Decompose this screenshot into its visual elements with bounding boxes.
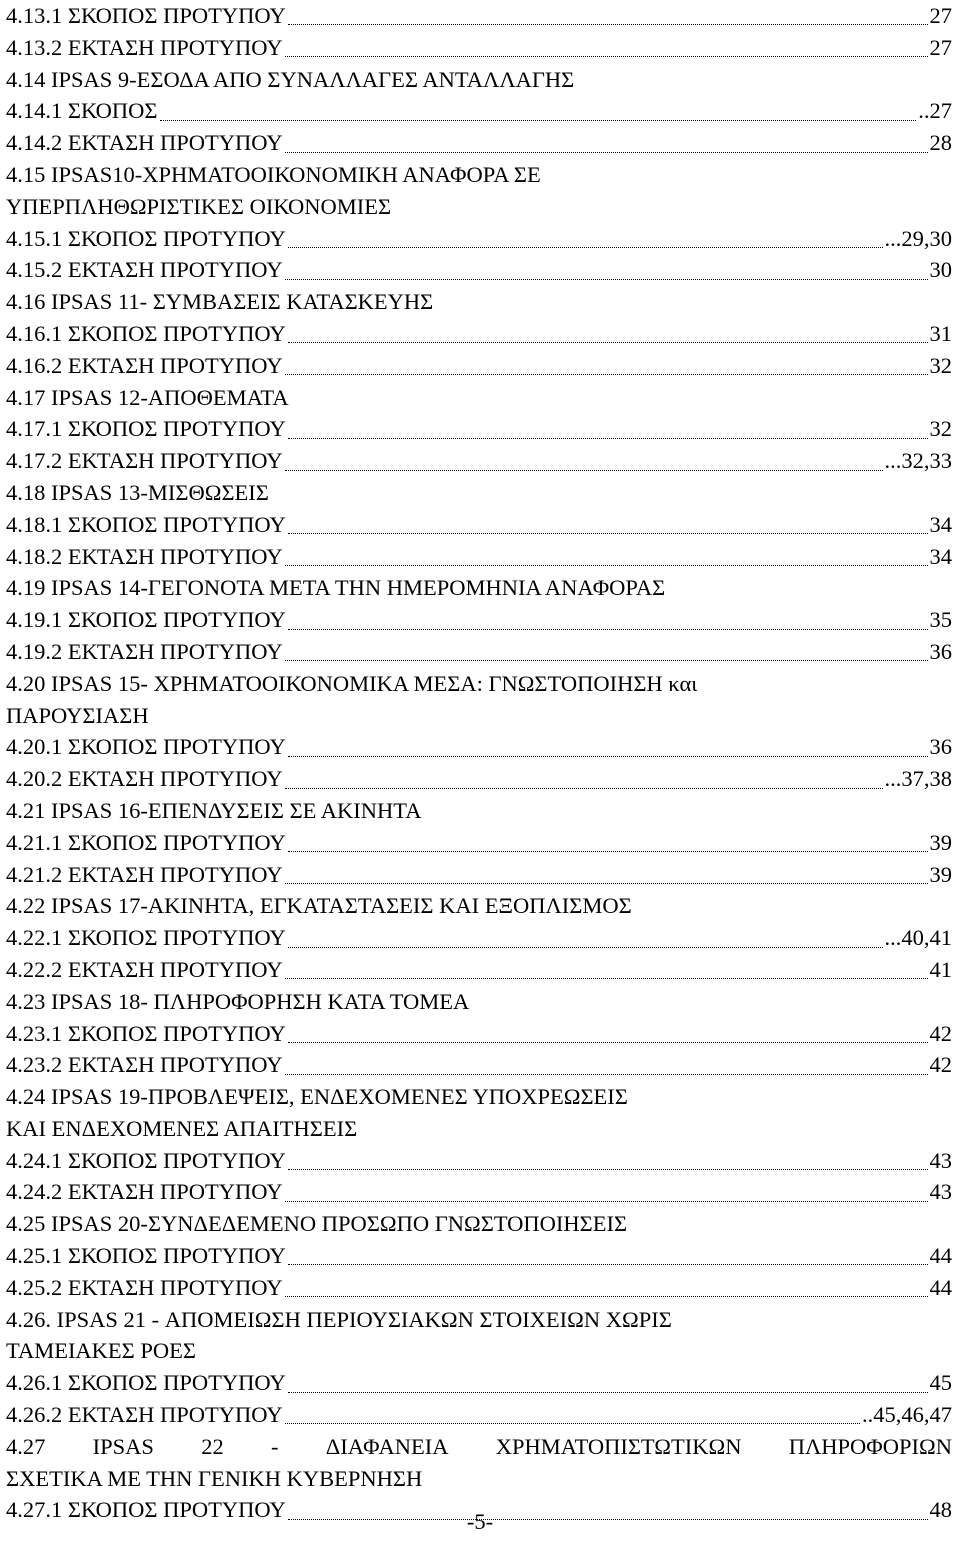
toc-entry — [6, 254, 952, 286]
toc-entry-page: 31 — [929, 320, 952, 346]
toc-entry-title: 4.16.2 ΕΚΤΑΣΗ ΠΡΟΤΥΠΟΥ — [6, 352, 283, 378]
dot-leader — [288, 1392, 928, 1393]
dot-leader — [288, 947, 883, 948]
toc-entry-page: 27 — [929, 34, 952, 60]
toc-entry-title: 4.21.1 ΣΚΟΠΟΣ ΠΡΟΤΥΠΟΥ — [6, 829, 286, 855]
toc-entry — [6, 859, 952, 891]
toc-heading: ΣΧΕΤΙΚΑ ΜΕ ΤΗΝ ΓΕΝΙΚΗ ΚΥΒΕΡΝΗΣΗ — [6, 1465, 423, 1491]
toc-entry — [6, 127, 952, 159]
dot-leader — [285, 1423, 860, 1424]
toc-entry-page: 42 — [929, 1020, 952, 1046]
toc-heading: 4.23 IPSAS 18- ΠΛΗΡΟΦΟΡΗΣΗ ΚΑΤΑ ΤΟΜΕΑ — [6, 988, 470, 1014]
toc-entry-page: 43 — [929, 1147, 952, 1173]
toc-heading-word: ΔΙΑΦΑΝΕΙΑ — [325, 1433, 449, 1459]
toc-entry-page: ..27 — [918, 98, 952, 124]
toc-entry — [6, 1145, 952, 1177]
toc-heading: 4.16 IPSAS 11- ΣΥΜΒΑΣΕΙΣ ΚΑΤΑΣΚΕΥΗΣ — [6, 289, 434, 315]
toc-entry — [6, 604, 952, 636]
toc-entry-title: 4.13.2 ΕΚΤΑΣΗ ΠΡΟΤΥΠΟΥ — [6, 34, 283, 60]
dot-leader — [288, 851, 928, 852]
toc-entry-page: ...37,38 — [884, 766, 952, 792]
toc-entry-page: 34 — [929, 543, 952, 569]
toc-heading: 4.20 IPSAS 15- ΧΡΗΜΑΤΟΟΙΚΟΝΟΜΙΚΑ ΜΕΣΑ: ΓΝΩΣΤΟΠΟΙΗΣΗ και — [6, 670, 698, 696]
toc-heading: 4.25 IPSAS 20-ΣΥΝΔΕΔΕΜΕΝΟ ΠΡΟΣΩΠΟ ΓΝΩΣΤΟΠΟΙΗΣΕΙΣ — [6, 1211, 628, 1237]
toc-entry — [6, 1176, 952, 1208]
dot-leader — [285, 660, 928, 661]
toc-entry-title: 4.24.1 ΣΚΟΠΟΣ ΠΡΟΤΥΠΟΥ — [6, 1147, 286, 1173]
dot-leader — [285, 978, 928, 979]
toc-entry-page: ..45,46,47 — [862, 1402, 952, 1428]
toc-heading: 4.22 IPSAS 17-ΑΚΙΝΗΤΑ, ΕΓΚΑΤΑΣΤΑΣΕΙΣ ΚΑΙ ΕΞΟΠΛΙΣΜΟΣ — [6, 893, 632, 919]
toc-heading-word: ΧΡΗΜΑΤΟΠΙΣΤΩΤΙΚΩΝ — [495, 1433, 742, 1459]
toc-heading — [6, 1431, 952, 1463]
toc-entry-page: 44 — [929, 1274, 952, 1300]
toc-entry-page: 36 — [929, 638, 952, 664]
toc-entry-page: 34 — [929, 511, 952, 537]
toc-entry — [6, 1240, 952, 1272]
toc-entry-page: 28 — [929, 130, 952, 156]
toc-entry-title: 4.19.2 ΕΚΤΑΣΗ ΠΡΟΤΥΠΟΥ — [6, 638, 283, 664]
dot-leader — [285, 56, 928, 57]
toc-entry-title: 4.25.2 ΕΚΤΑΣΗ ΠΡΟΤΥΠΟΥ — [6, 1274, 283, 1300]
toc-entry-title: 4.13.1 ΣΚΟΠΟΣ ΠΡΟΤΥΠΟΥ — [6, 3, 286, 28]
toc-entry — [6, 731, 952, 763]
dot-leader — [285, 1074, 928, 1075]
toc-heading: ΚΑΙ ΕΝΔΕΧΟΜΕΝΕΣ ΑΠΑΙΤΗΣΕΙΣ — [6, 1115, 358, 1141]
toc-entry-page: 41 — [929, 956, 952, 982]
toc-entry — [6, 350, 952, 382]
page-number: -5- — [466, 1509, 494, 1534]
toc-entry-title: 4.17.2 ΕΚΤΑΣΗ ΠΡΟΤΥΠΟΥ — [6, 448, 283, 474]
dot-leader — [285, 1201, 928, 1202]
toc-entry — [6, 95, 952, 127]
toc-entry-page: 36 — [929, 734, 952, 760]
toc-entry-page: ...29,30 — [884, 225, 952, 251]
toc-entry-title: 4.15.1 ΣΚΟΠΟΣ ΠΡΟΤΥΠΟΥ — [6, 225, 286, 251]
dot-leader — [285, 470, 883, 471]
toc-entry — [6, 1049, 952, 1081]
toc-entry-page: 30 — [929, 257, 952, 283]
toc-entry-title: 4.25.1 ΣΚΟΠΟΣ ΠΡΟΤΥΠΟΥ — [6, 1243, 286, 1269]
toc-entry — [6, 827, 952, 859]
dot-leader — [288, 24, 928, 25]
dot-leader — [285, 279, 928, 280]
toc-entry-title: 4.16.1 ΣΚΟΠΟΣ ΠΡΟΤΥΠΟΥ — [6, 320, 286, 346]
dot-leader — [288, 438, 928, 439]
toc-entry-title: 4.24.2 ΕΚΤΑΣΗ ΠΡΟΤΥΠΟΥ — [6, 1179, 283, 1205]
toc-entry — [6, 1367, 952, 1399]
toc-entry-page: 32 — [929, 352, 952, 378]
dot-leader — [288, 1169, 928, 1170]
toc-entry-page: 39 — [929, 829, 952, 855]
toc-heading: 4.15 IPSAS10-ΧΡΗΜΑΤΟΟΙΚΟΝΟΜΙΚΗ ΑΝΑΦΟΡΑ ΣΕ — [6, 161, 541, 187]
toc-entry-title: 4.18.1 ΣΚΟΠΟΣ ΠΡΟΤΥΠΟΥ — [6, 511, 286, 537]
toc-heading: 4.24 IPSAS 19-ΠΡΟΒΛΕΨΕΙΣ, ΕΝΔΕΧΟΜΕΝΕΣ ΥΠΟΧΡΕΩΣΕΙΣ — [6, 1084, 628, 1110]
toc-heading: 4.14 IPSAS 9-ΕΣΟΔΑ ΑΠΟ ΣΥΝΑΛΛΑΓΕΣ ΑΝΤΑΛΛΑΓΗΣ — [6, 66, 575, 92]
dot-leader — [285, 565, 928, 566]
dot-leader — [288, 1264, 928, 1265]
dot-leader — [288, 247, 883, 248]
toc-entry-title: 4.21.2 ΕΚΤΑΣΗ ΠΡΟΤΥΠΟΥ — [6, 861, 283, 887]
toc-entry-title: 4.23.1 ΣΚΟΠΟΣ ΠΡΟΤΥΠΟΥ — [6, 1020, 286, 1046]
toc-entry — [6, 954, 952, 986]
toc-entry-page: 45 — [929, 1370, 952, 1396]
toc-heading-word: 22 — [201, 1433, 224, 1459]
toc-entry — [6, 1272, 952, 1304]
toc-entry-title: 4.20.2 ΕΚΤΑΣΗ ΠΡΟΤΥΠΟΥ — [6, 766, 283, 792]
toc-entry — [6, 922, 952, 954]
toc-entry-title: 4.23.2 ΕΚΤΑΣΗ ΠΡΟΤΥΠΟΥ — [6, 1052, 283, 1078]
toc-entry-page: ...40,41 — [884, 925, 952, 951]
toc-entry-title: 4.20.1 ΣΚΟΠΟΣ ΠΡΟΤΥΠΟΥ — [6, 734, 286, 760]
toc-entry — [6, 223, 952, 255]
toc-entry-title: 4.26.1 ΣΚΟΠΟΣ ΠΡΟΤΥΠΟΥ — [6, 1370, 286, 1396]
toc-entry-title: 4.17.1 ΣΚΟΠΟΣ ΠΡΟΤΥΠΟΥ — [6, 416, 286, 442]
toc-entry — [6, 763, 952, 795]
toc-entry-title: 4.18.2 ΕΚΤΑΣΗ ΠΡΟΤΥΠΟΥ — [6, 543, 283, 569]
toc-entry — [6, 32, 952, 64]
toc-entry-page: 43 — [929, 1179, 952, 1205]
dot-leader — [288, 629, 928, 630]
dot-leader — [285, 788, 883, 789]
toc-entry — [6, 509, 952, 541]
toc-heading: 4.26. IPSAS 21 - ΑΠΟΜΕΙΩΣΗ ΠΕΡΙΟΥΣΙΑΚΩΝ ΣΤΟΙΧΕΙΩΝ ΧΩΡΙΣ — [6, 1306, 672, 1332]
toc-heading-word: 4.27 — [6, 1433, 46, 1459]
toc-entry — [6, 541, 952, 573]
toc-heading: 4.18 IPSAS 13-ΜΙΣΘΩΣΕΙΣ — [6, 479, 269, 505]
dot-leader — [285, 374, 928, 375]
dot-leader — [288, 756, 928, 757]
dot-leader — [288, 533, 928, 534]
toc-entry-page: 39 — [929, 861, 952, 887]
dot-leader — [160, 120, 917, 121]
toc-entry-title: 4.22.1 ΣΚΟΠΟΣ ΠΡΟΤΥΠΟΥ — [6, 925, 286, 951]
toc-entry — [6, 636, 952, 668]
toc-entry-page: 48 — [929, 1497, 952, 1523]
toc-entry — [6, 318, 952, 350]
toc-heading: 4.19 IPSAS 14-ΓΕΓΟΝΟΤΑ ΜΕΤΑ ΤΗΝ ΗΜΕΡΟΜΗΝΙΑ ΑΝΑΦΟΡΑΣ — [6, 575, 666, 601]
toc-entry-page: 27 — [929, 3, 952, 28]
toc-entry-page: ...32,33 — [884, 448, 952, 474]
toc-entry-title: 4.14.2 ΕΚΤΑΣΗ ΠΡΟΤΥΠΟΥ — [6, 130, 283, 156]
dot-leader — [285, 1296, 928, 1297]
toc-entry-page: 42 — [929, 1052, 952, 1078]
toc-entry — [6, 1399, 952, 1431]
dot-leader — [288, 1042, 928, 1043]
toc-entry-title: 4.19.1 ΣΚΟΠΟΣ ΠΡΟΤΥΠΟΥ — [6, 607, 286, 633]
toc-entry-title: 4.27.1 ΣΚΟΠΟΣ ΠΡΟΤΥΠΟΥ — [6, 1497, 286, 1523]
toc-heading: ΤΑΜΕΙΑΚΕΣ ΡΟΕΣ — [6, 1338, 196, 1364]
toc-heading: ΠΑΡΟΥΣΙΑΣΗ — [6, 702, 149, 728]
toc-entry — [6, 1018, 952, 1050]
dot-leader — [285, 152, 928, 153]
toc-entry-title: 4.15.2 ΕΚΤΑΣΗ ΠΡΟΤΥΠΟΥ — [6, 257, 283, 283]
toc-entry-page: 32 — [929, 416, 952, 442]
toc-heading-word: ΠΛΗΡΟΦΟΡΙΩΝ — [788, 1433, 952, 1459]
toc-entry-title: 4.22.2 ΕΚΤΑΣΗ ΠΡΟΤΥΠΟΥ — [6, 956, 283, 982]
toc-entry — [6, 445, 952, 477]
toc-entry-page: 35 — [929, 607, 952, 633]
toc-entry — [6, 413, 952, 445]
toc-entry-title: 4.14.1 ΣΚΟΠΟΣ — [6, 98, 158, 124]
table-of-contents — [6, 0, 952, 1526]
dot-leader — [285, 883, 928, 884]
toc-heading-word: IPSAS — [92, 1433, 154, 1459]
toc-heading: 4.17 IPSAS 12-ΑΠΟΘΕΜΑΤΑ — [6, 384, 289, 410]
toc-heading: 4.21 IPSAS 16-ΕΠΕΝΔΥΣΕΙΣ ΣΕ ΑΚΙΝΗΤΑ — [6, 797, 422, 823]
toc-entry-title: 4.26.2 ΕΚΤΑΣΗ ΠΡΟΤΥΠΟΥ — [6, 1402, 283, 1428]
toc-entry — [6, 0, 952, 32]
toc-heading-word: - — [271, 1433, 279, 1459]
dot-leader — [288, 342, 928, 343]
toc-entry-page: 44 — [929, 1243, 952, 1269]
toc-heading: ΥΠΕΡΠΛΗΘΩΡΙΣΤΙΚΕΣ ΟΙΚΟΝΟΜΙΕΣ — [6, 193, 392, 219]
